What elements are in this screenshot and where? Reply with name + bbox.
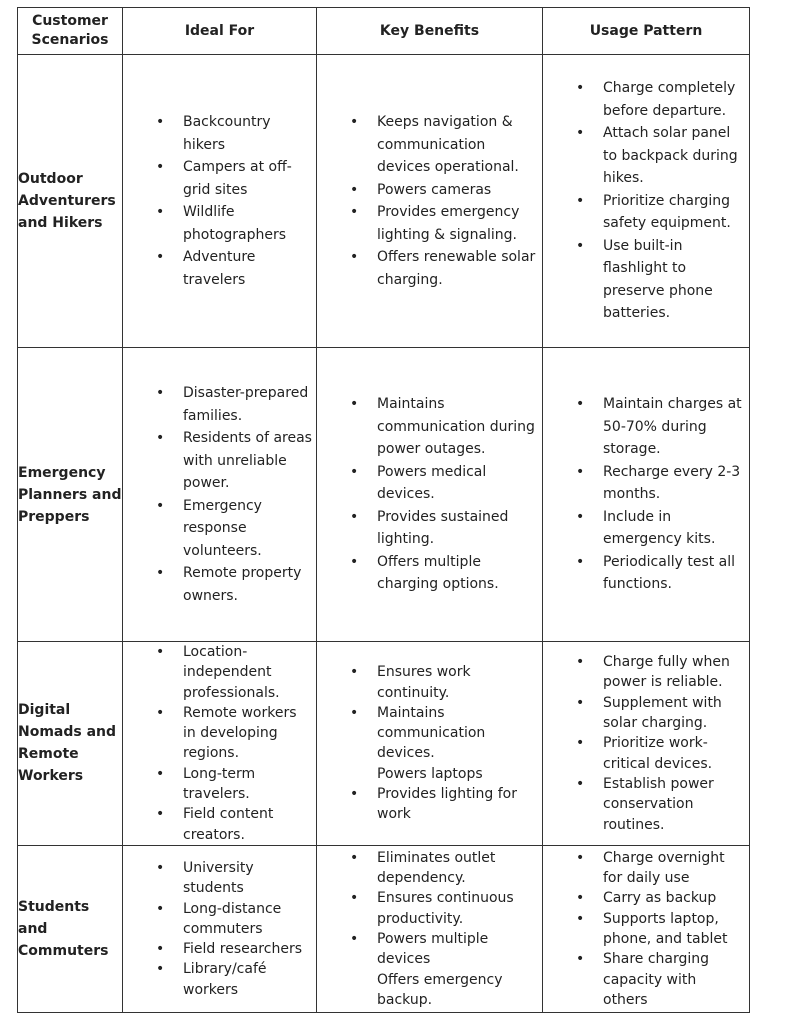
usage-pattern-cell	[543, 55, 750, 348]
list-item: • Establish power conservation routines.	[543, 774, 749, 835]
scenario-cell: Emergency Planners and Preppers	[18, 348, 123, 642]
scenario-cell: Outdoor Adventurers and Hikers	[18, 55, 123, 348]
table-row	[18, 55, 750, 348]
list-item: • Provides sustained lighting.	[317, 506, 542, 551]
list-item: • Remote workers in developing regions.	[123, 703, 316, 764]
list-item: • Maintain charges at 50-70% during storage.	[543, 393, 749, 461]
list-item: • Ensures work continuity.	[317, 662, 542, 703]
list-item: • Share charging capacity with others	[543, 949, 749, 1010]
key-benefits-list	[317, 111, 542, 291]
list-item: • Prioritize charging safety equipment.	[543, 190, 749, 235]
usage-pattern-list	[543, 393, 749, 596]
list-item: • Remote property owners.	[123, 562, 316, 607]
ideal-for-list	[123, 111, 316, 291]
usage-pattern-list	[543, 652, 749, 835]
key-benefits-list	[317, 848, 542, 1010]
list-item: • Campers at off-grid sites	[123, 156, 316, 201]
table-row	[18, 642, 750, 846]
list-item: • Eliminates outlet dependency.	[317, 848, 542, 889]
key-benefits-list	[317, 393, 542, 596]
header-key-benefits: Key Benefits	[317, 8, 543, 55]
list-item: • Charge fully when power is reliable.	[543, 652, 749, 693]
list-item: • Supports laptop, phone, and tablet	[543, 909, 749, 950]
list-item: • Library/café workers	[123, 959, 316, 1000]
key-benefits-cell	[317, 845, 543, 1012]
scenario-cell: Digital Nomads and Remote Workers	[18, 642, 123, 846]
list-item: • Carry as backup	[543, 888, 749, 908]
list-item: • Keeps navigation & communication devices operational.	[317, 111, 542, 179]
list-item: • Long-distance commuters	[123, 899, 316, 940]
ideal-for-list	[123, 642, 316, 845]
table-row	[18, 348, 750, 642]
list-item: • Field researchers	[123, 939, 316, 959]
customer-scenarios-table	[17, 7, 750, 1013]
table-row	[18, 845, 750, 1012]
scenario-cell: Students and Commuters	[18, 845, 123, 1012]
list-item: • Maintains communication during power outages.	[317, 393, 542, 461]
list-item: • Prioritize work-critical devices.	[543, 733, 749, 774]
key-benefits-cell	[317, 55, 543, 348]
ideal-for-cell	[123, 348, 317, 642]
key-benefits-cell	[317, 348, 543, 642]
list-item: • Periodically test all functions.	[543, 551, 749, 596]
list-item: • Include in emergency kits.	[543, 506, 749, 551]
header-row	[18, 8, 750, 55]
list-item: • Emergency response volunteers.	[123, 495, 316, 563]
list-item: • Supplement with solar charging.	[543, 693, 749, 734]
list-item: • Attach solar panel to backpack during hikes.	[543, 122, 749, 190]
usage-pattern-cell	[543, 348, 750, 642]
list-item: • Long-term travelers.	[123, 764, 316, 805]
ideal-for-cell	[123, 55, 317, 348]
list-item: • Provides emergency lighting & signaling.	[317, 201, 542, 246]
ideal-for-list	[123, 858, 316, 1000]
list-item: • Location-independent professionals.	[123, 642, 316, 703]
ideal-for-list	[123, 382, 316, 607]
list-item: • University students	[123, 858, 316, 899]
list-item: Powers laptops	[377, 765, 483, 782]
list-item: • Residents of areas with unreliable power.	[123, 427, 316, 495]
list-item: • Maintains communication devices.	[317, 703, 542, 764]
list-item: • Wildlife photographers	[123, 201, 316, 246]
usage-pattern-cell	[543, 845, 750, 1012]
list-item: • Disaster-prepared families.	[123, 382, 316, 427]
usage-pattern-cell	[543, 642, 750, 846]
header-customer-scenarios: Customer Scenarios	[18, 8, 123, 55]
usage-pattern-list	[543, 848, 749, 1010]
list-item: Offers emergency backup.	[377, 971, 503, 1008]
key-benefits-cell	[317, 642, 543, 846]
list-item: • Powers multiple devices	[317, 929, 542, 970]
list-item: • Offers renewable solar charging.	[317, 246, 542, 291]
header-ideal-for: Ideal For	[123, 8, 317, 55]
list-item: • Provides lighting for work	[317, 784, 542, 825]
key-benefits-list	[317, 662, 542, 824]
list-item: • Charge completely before departure.	[543, 77, 749, 122]
usage-pattern-list	[543, 77, 749, 325]
list-item: • Backcountry hikers	[123, 111, 316, 156]
list-item: • Adventure travelers	[123, 246, 316, 291]
list-item: • Field content creators.	[123, 804, 316, 845]
list-item: • Charge overnight for daily use	[543, 848, 749, 889]
list-item: • Offers multiple charging options.	[317, 551, 542, 596]
ideal-for-cell	[123, 642, 317, 846]
header-usage-pattern: Usage Pattern	[543, 8, 750, 55]
list-item: • Powers medical devices.	[317, 461, 542, 506]
list-item: • Ensures continuous productivity.	[317, 888, 542, 929]
list-item: • Powers cameras	[317, 179, 542, 202]
ideal-for-cell	[123, 845, 317, 1012]
list-item: • Recharge every 2-3 months.	[543, 461, 749, 506]
list-item: • Use built-in flashlight to preserve phone batteries.	[543, 235, 749, 325]
